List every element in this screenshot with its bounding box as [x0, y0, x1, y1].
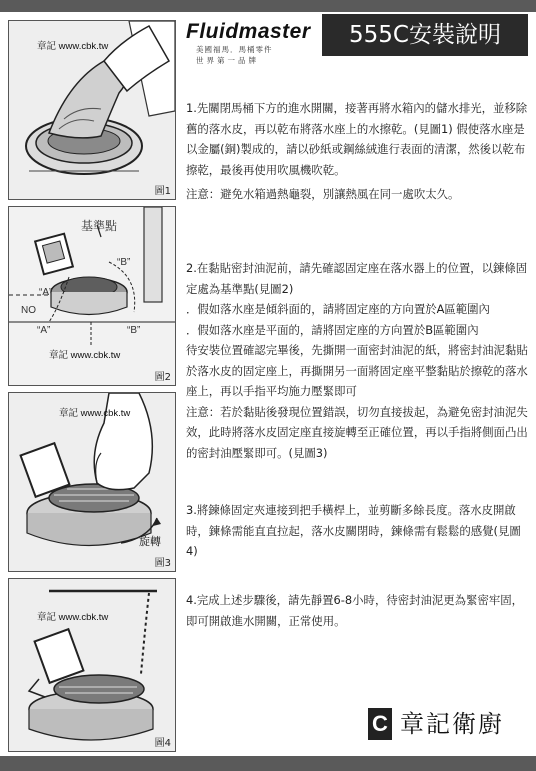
company-name: 章記衛廚: [400, 710, 504, 738]
reference-point-label: 基準點: [81, 219, 118, 233]
page-title: 555C安裝說明: [322, 14, 528, 56]
zone-a-upper-label: “A”: [39, 287, 53, 298]
step-2-bullet-a: ．假如落水座是傾斜面的，請將固定座的方向置於A區範圍內: [186, 302, 490, 316]
figure-2-watermark: 章記 www.cbk.tw: [49, 350, 121, 361]
brand-slogan: 世界第一品牌: [196, 56, 259, 65]
figure-4-illustration: [9, 579, 175, 751]
step-1: [186, 98, 528, 205]
step-4-text: 4.完成上述步驟後，請先靜置6-8小時，待密封油泥更為緊密牢固，即可開啟進水開關，正常使用。: [186, 593, 524, 628]
step-1-note: 注意：避免水箱過熱龜裂，別讓熱風在同一處吹太久。: [186, 187, 460, 201]
figure-1-watermark: 章記 www.cbk.tw: [37, 41, 109, 52]
bottom-bar: [0, 756, 536, 771]
brand-subtitle: 美國福馬．馬桶零件: [196, 45, 273, 54]
figure-2-label: 圖2: [154, 372, 171, 383]
figure-3-label: 圖3: [154, 558, 171, 569]
brand-logo: Fluidmaster: [186, 20, 311, 43]
figure-4-panel: [8, 578, 176, 752]
figure-3-panel: [8, 392, 176, 572]
figure-3-watermark: 章記 www.cbk.tw: [59, 408, 131, 419]
step-2-procedure: 待安裝位置確認完畢後，先撕開一面密封油泥的紙，將密封油泥黏貼於落水皮的固定座上，再撕開另一面將固定座平整黏貼於擦乾的落水座上，再以手指平均施力壓緊即可: [186, 343, 528, 398]
figure-1-panel: [8, 20, 176, 200]
zone-b-upper-label: “B”: [117, 257, 131, 268]
no-zone-label: NO: [21, 305, 36, 316]
step-2-bullet-b: ．假如落水座是平面的，請將固定座的方向置於B區範圍內: [186, 322, 479, 337]
figure-1-label: 圖1: [154, 186, 171, 197]
step-2-text: 2.在黏貼密封油泥前，請先確認固定座在落水器上的位置，以鍊條固定處為基準點(見圖2): [186, 261, 528, 296]
step-1-text: 1.先關閉馬桶下方的進水開關，接著再將水箱內的儲水排光，並移除舊的落水皮，再以乾布將落水座上的水擦乾。(見圖1) 假使落水座是以金屬(銅)製成的，請以砂紙或鋼絲絨進行表面的清潔，然後以乾布擦乾，最後再使用吹風機吹乾。: [186, 101, 528, 177]
step-3-text: 3.將鍊條固定夾連接到把手橫桿上，並剪斷多餘長度。落水皮開啟時，鍊條需能直直拉起，落水皮關閉時，鍊條需有鬆鬆的感覺(見圖4): [186, 503, 521, 558]
zone-b-lower-label: “B”: [127, 325, 141, 336]
figure-4-watermark: 章記 www.cbk.tw: [37, 612, 109, 623]
zone-a-lower-label: “A”: [37, 325, 51, 336]
step-3: [186, 500, 528, 562]
company-logo-icon: C: [368, 708, 392, 740]
top-bar: [0, 0, 536, 12]
figure-4-label: 圖4: [154, 738, 171, 749]
step-4: [186, 590, 528, 631]
step-2-note: 注意：若於黏貼後發現位置錯誤，切勿直接拔起，為避免密封油泥失效，此時將落水皮固定座直接旋轉至正確位置，再以手指將側面凸出的密封油壓緊即可。(見圖3): [186, 404, 528, 460]
step-2: [186, 258, 528, 463]
rotate-label: 旋轉: [139, 536, 161, 548]
figure-2-panel: [8, 206, 176, 386]
